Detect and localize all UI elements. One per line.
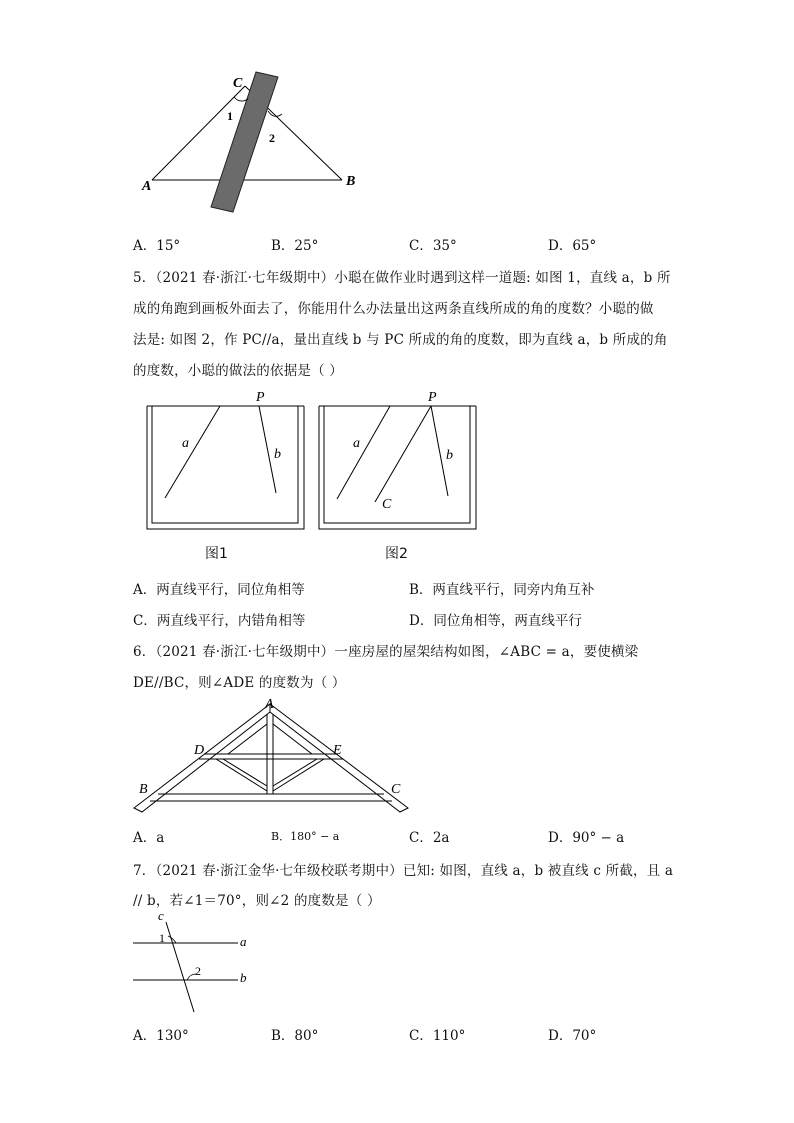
q6-option-d[interactable]: D．90° − a xyxy=(548,830,625,846)
label-b: b xyxy=(240,970,247,985)
label-p-fig2: P xyxy=(428,390,437,405)
q5-text-line-2: 成的角跑到画板外面去了，你能用什么办法量出这两条直线所成的角的度数？小聪的做 xyxy=(133,301,654,317)
label-a-fig2: a xyxy=(353,436,360,451)
strut-right-1 xyxy=(273,759,324,791)
q5-text-line-1: 5．（2021 春·浙江·七年级期中）小聪在做作业时遇到这样一道题: 如图 1，直线 a，b 所 xyxy=(133,270,671,286)
line-pc-fig2 xyxy=(375,406,431,502)
label-p-fig1: P xyxy=(256,390,265,405)
q6-option-c[interactable]: C．2a xyxy=(409,830,450,846)
label-b: B xyxy=(346,174,356,189)
label-a: A xyxy=(142,179,152,194)
board-inner-1 xyxy=(152,406,298,523)
label-c: C xyxy=(391,782,401,797)
board-outer-2 xyxy=(319,406,476,529)
q5-option-c[interactable]: C．两直线平行，内错角相等 xyxy=(133,613,306,629)
rafter-right xyxy=(270,704,408,812)
label-angle-1: 1 xyxy=(227,109,233,123)
line-a-fig2 xyxy=(337,406,390,499)
q6-text-line-1: 6．（2021 春·浙江·七年级期中）一座房屋的屋架结构如图，∠ABC = a，要使横梁 xyxy=(133,644,639,660)
strut-left-1 xyxy=(216,759,267,791)
label-c: c xyxy=(158,908,164,923)
q6-text-line-2: DE//BC，则∠ADE 的度数为（ ） xyxy=(133,675,346,691)
q7-option-a[interactable]: A．130° xyxy=(133,1028,189,1044)
label-angle-2: 2 xyxy=(269,131,275,145)
q5-figure-1-caption: 图1 xyxy=(205,546,228,562)
q7-option-d[interactable]: D．70° xyxy=(548,1028,597,1044)
q7-text-line-2: // b，若∠1＝70°，则∠2 的度数是（ ） xyxy=(133,893,381,909)
rafter-left xyxy=(134,704,270,812)
q5-option-d[interactable]: D．同位角相等，两直线平行 xyxy=(409,613,582,629)
q7-figure xyxy=(128,908,268,1018)
q7-option-b[interactable]: B．80° xyxy=(271,1028,319,1044)
line-a-fig1 xyxy=(165,406,220,498)
q5-figure-1 xyxy=(146,388,306,530)
ruler-strip xyxy=(211,72,278,212)
q5-option-b[interactable]: B．两直线平行，同旁内角互补 xyxy=(409,582,595,598)
q4-option-c[interactable]: C．35° xyxy=(409,238,457,254)
q7-text-line-1: 7．（2021 春·浙江金华·七年级校联考期中）已知: 如图，直线 a，b 被直线 c 所截，且 a xyxy=(133,863,674,879)
q5-figure-2-caption: 图2 xyxy=(385,546,408,562)
label-b-fig1: b xyxy=(274,447,281,462)
q5-figure-2 xyxy=(318,388,478,530)
q5-text-line-4: 的度数，小聪的做法的依据是（ ） xyxy=(133,363,343,379)
label-e: E xyxy=(333,743,342,758)
strut-left-2 xyxy=(223,759,267,786)
q5-text-line-3: 法是: 如图 2，作 PC//a，量出直线 b 与 PC 所成的角的度数，即为直线 a，b 所成的角 xyxy=(133,332,668,348)
q7-option-c[interactable]: C．110° xyxy=(409,1028,466,1044)
label-angle-2: 2 xyxy=(195,964,201,978)
q6-option-b[interactable]: B．180° − a xyxy=(271,830,340,843)
label-a-fig1: a xyxy=(182,436,189,451)
angle-arc-1 xyxy=(234,97,248,101)
q6-option-a[interactable]: A．a xyxy=(133,830,165,846)
label-c-fig2: C xyxy=(382,497,392,512)
label-d: D xyxy=(194,743,205,758)
strut-right-2 xyxy=(273,759,317,786)
label-a: A xyxy=(265,697,274,712)
q4-option-a[interactable]: A．15° xyxy=(133,238,181,254)
label-a: a xyxy=(240,934,247,949)
label-c: C xyxy=(233,76,243,91)
q6-roof-truss-figure xyxy=(128,694,418,816)
label-angle-1: 1 xyxy=(159,931,165,945)
label-b-fig2: b xyxy=(446,448,453,463)
q4-option-d[interactable]: D．65° xyxy=(548,238,597,254)
q4-figure xyxy=(130,66,370,216)
q5-option-a[interactable]: A．两直线平行，同位角相等 xyxy=(133,582,305,598)
q4-option-b[interactable]: B．25° xyxy=(271,238,319,254)
line-c xyxy=(166,922,194,1012)
label-b: B xyxy=(139,782,148,797)
board-outer-1 xyxy=(147,406,304,529)
